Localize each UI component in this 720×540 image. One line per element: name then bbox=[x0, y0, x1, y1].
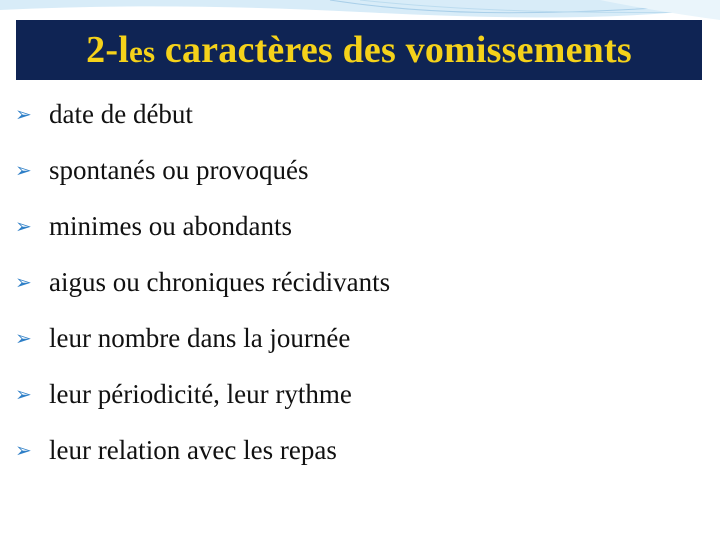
bullet-arrow-icon: ➢ bbox=[15, 160, 32, 182]
bullet-item bbox=[15, 211, 705, 267]
title-bar bbox=[16, 20, 702, 80]
title-small: es bbox=[128, 34, 156, 69]
bullet-arrow-icon: ➢ bbox=[15, 440, 32, 462]
title-prefix: 2-l bbox=[86, 29, 129, 71]
slide-title bbox=[86, 31, 632, 69]
bullet-item bbox=[15, 99, 705, 155]
bullet-text: leur nombre dans la journée bbox=[49, 323, 351, 353]
bullet-item bbox=[15, 435, 705, 491]
bullet-text: spontanés ou provoqués bbox=[49, 155, 309, 185]
bullet-arrow-icon: ➢ bbox=[15, 104, 32, 126]
bullet-item bbox=[15, 379, 705, 435]
bullet-arrow-icon: ➢ bbox=[15, 272, 32, 294]
title-rest: caractères des vomissements bbox=[155, 29, 632, 71]
bullet-arrow-icon: ➢ bbox=[15, 328, 32, 350]
bullet-arrow-icon: ➢ bbox=[15, 216, 32, 238]
bullet-item bbox=[15, 155, 705, 211]
bullet-text: date de début bbox=[49, 99, 193, 129]
bullet-list bbox=[15, 99, 705, 491]
bullet-item bbox=[15, 267, 705, 323]
bullet-text: aigus ou chroniques récidivants bbox=[49, 267, 391, 297]
bullet-text: minimes ou abondants bbox=[49, 211, 292, 241]
bullet-text: leur relation avec les repas bbox=[49, 435, 337, 465]
bullet-item bbox=[15, 323, 705, 379]
bullet-arrow-icon: ➢ bbox=[15, 384, 32, 406]
bullet-text: leur périodicité, leur rythme bbox=[49, 379, 352, 409]
